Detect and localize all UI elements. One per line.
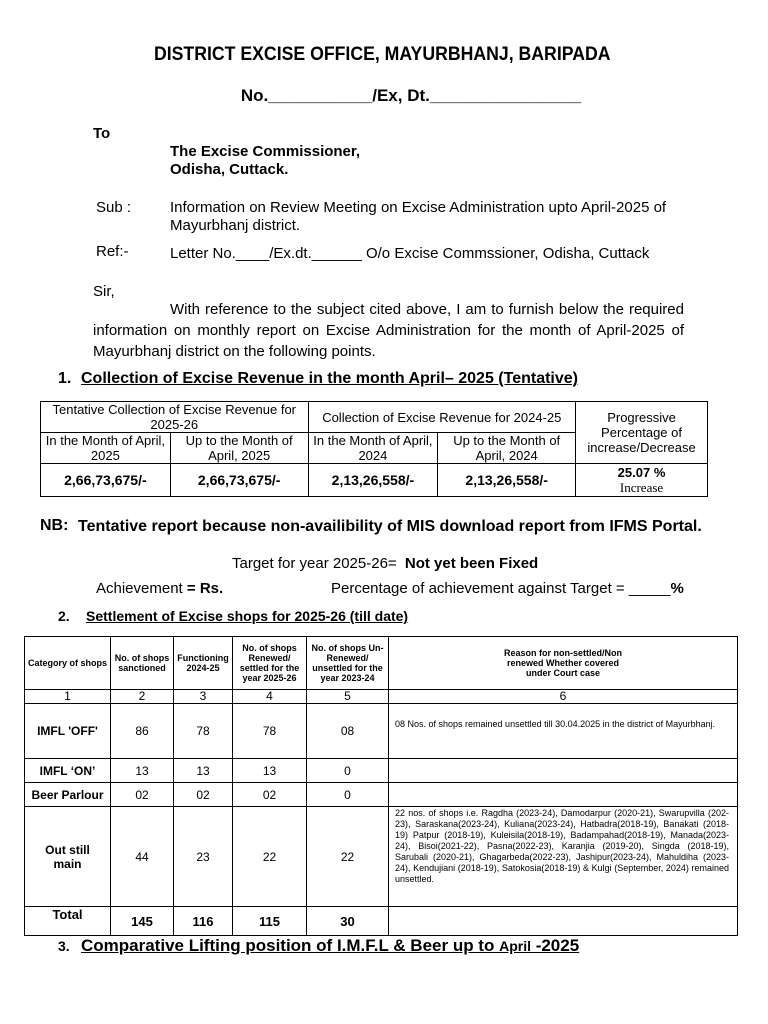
col-number: 2 bbox=[111, 690, 174, 704]
row-sanctioned: 02 bbox=[111, 783, 174, 807]
section-3-heading bbox=[81, 936, 579, 956]
value-upto-april-2025: 2,66,73,675/- bbox=[170, 464, 308, 497]
section-1-heading: Collection of Excise Revenue in the month April– 2025 (Tentative) bbox=[81, 370, 578, 387]
row-sanctioned: 86 bbox=[111, 704, 174, 759]
percentage-achievement-line bbox=[331, 580, 684, 597]
row-renewed: 22 bbox=[233, 807, 307, 907]
row-category: Out still main bbox=[25, 807, 111, 907]
col-number: 3 bbox=[174, 690, 233, 704]
revenue-collection-table bbox=[40, 401, 708, 497]
achievement-line bbox=[96, 580, 223, 597]
row-unrenewed: 08 bbox=[307, 704, 389, 759]
row-functioning: 02 bbox=[174, 783, 233, 807]
header-collection-2025-26: Tentative Collection of Excise Revenue for 2025-26 bbox=[41, 402, 309, 433]
row-reason: 08 Nos. of shops remained unsettled till 30.04.2025 in the district of Mayurbhanj. bbox=[389, 704, 738, 759]
row-unrenewed: 0 bbox=[307, 759, 389, 783]
letter-number-line: No.___________/Ex, Dt.________________ bbox=[240, 86, 582, 105]
subject-text: Information on Review Meeting on Excise Administration upto April-2025 of Mayurbhanj district. bbox=[170, 199, 667, 234]
achievement-value: = Rs. bbox=[186, 580, 224, 597]
percentage-sign: % bbox=[670, 580, 684, 597]
header-reason: Reason for non-settled/Non renewed Whether covered under Court case bbox=[389, 637, 738, 690]
header-functioning: Functioning 2024-25 bbox=[174, 637, 233, 690]
achievement-label: Achievement bbox=[96, 580, 183, 597]
target-value: Not yet been Fixed bbox=[404, 555, 539, 572]
header-upto-april-2025: Up to the Month of April, 2025 bbox=[170, 433, 308, 464]
row-functioning: 23 bbox=[174, 807, 233, 907]
header-renewed: No. of shops Renewed/ settled for the year 2025-26 bbox=[233, 637, 307, 690]
table-row bbox=[25, 807, 738, 907]
section-3-heading-part-1: Comparative Lifting position of I.M.F.L & Beer up to bbox=[81, 936, 500, 955]
col-number: 4 bbox=[233, 690, 307, 704]
target-label: Target for year 2025-26= bbox=[232, 555, 397, 572]
row-reason bbox=[389, 759, 738, 783]
row-sanctioned: 44 bbox=[111, 807, 174, 907]
addressee bbox=[170, 143, 360, 179]
row-category: IMFL ‘ON’ bbox=[25, 759, 111, 783]
percentage-note: Increase bbox=[619, 480, 664, 495]
total-renewed: 115 bbox=[233, 907, 307, 936]
total-sanctioned: 145 bbox=[111, 907, 174, 936]
reference-text: Letter No.____/Ex.dt.______ O/o Excise Commssioner, Odisha, Cuttack bbox=[170, 245, 650, 262]
row-functioning: 78 bbox=[174, 704, 233, 759]
value-upto-april-2024: 2,13,26,558/- bbox=[438, 464, 576, 497]
col-number: 1 bbox=[25, 690, 111, 704]
total-unrenewed: 30 bbox=[307, 907, 389, 936]
row-renewed: 78 bbox=[233, 704, 307, 759]
row-reason bbox=[389, 783, 738, 807]
section-1-number: 1. bbox=[58, 370, 72, 387]
table-row bbox=[25, 783, 738, 807]
total-functioning: 116 bbox=[174, 907, 233, 936]
row-sanctioned: 13 bbox=[111, 759, 174, 783]
value-month-april-2025: 2,66,73,675/- bbox=[41, 464, 171, 497]
header-sanctioned: No. of shops sanctioned bbox=[111, 637, 174, 690]
shop-settlement-table bbox=[24, 636, 738, 936]
section-3-number: 3. bbox=[58, 938, 70, 954]
row-functioning: 13 bbox=[174, 759, 233, 783]
row-reason: 22 nos. of shops i.e. Ragdha (2023-24), Damodarpur (2020-21), Swarupvilla (202-23), Saraskana(2023-24), Kuliana(2023-24), Hatbadra(2018-19), Banakati (2018-19) Patpur (2018-19), Kuleisila(2018-19), Badampahad(2018-19), Manada(2023-24), Bisoi(2021-22), Pasna(2022-23), Karanjia (2019-20), Singda (2018-19), Sarubali (2020-21), Ghagarbeda(2022-23), Jashipur(2023-24), Mahuldiha (2023-24), Kendujiani (2018-19), Satokosia(2018-19) & Kulgi (September, 2024) remained unsettled. bbox=[389, 807, 738, 907]
table-row bbox=[25, 704, 738, 759]
table-row bbox=[25, 759, 738, 783]
row-category: IMFL 'OFF' bbox=[25, 704, 111, 759]
row-unrenewed: 22 bbox=[307, 807, 389, 907]
row-unrenewed: 0 bbox=[307, 783, 389, 807]
subject-label: Sub : bbox=[96, 199, 132, 216]
office-title: DISTRICT EXCISE OFFICE, MAYURBHANJ, BARIPADA bbox=[153, 44, 611, 65]
section-3-heading-part-3: -2025 bbox=[530, 936, 580, 955]
percentage-label: Percentage of achievement against Target = _____ bbox=[331, 580, 671, 597]
header-progressive-percentage: Progressive Percentage of increase/Decrease bbox=[576, 402, 708, 464]
value-month-april-2024: 2,13,26,558/- bbox=[308, 464, 438, 497]
addressee-line-2: Odisha, Cuttack. bbox=[170, 161, 289, 178]
col-number: 5 bbox=[307, 690, 389, 704]
total-label: Total bbox=[25, 907, 111, 936]
section-2-heading: Settlement of Excise shops for 2025-26 (till date) bbox=[86, 608, 409, 624]
section-3-heading-part-2: April bbox=[499, 938, 531, 954]
row-renewed: 13 bbox=[233, 759, 307, 783]
percentage-value: 25.07 % bbox=[617, 465, 666, 480]
total-reason bbox=[389, 907, 738, 936]
header-collection-2024-25: Collection of Excise Revenue for 2024-25 bbox=[308, 402, 576, 433]
nb-label: NB: bbox=[40, 517, 69, 534]
row-category: Beer Parlour bbox=[25, 783, 111, 807]
row-renewed: 02 bbox=[233, 783, 307, 807]
nb-text: Tentative report because non-availibility of MIS download report from IFMS Portal. bbox=[78, 518, 702, 535]
addressee-line-1: The Excise Commissioner, bbox=[170, 143, 361, 160]
section-2-number: 2. bbox=[58, 608, 70, 624]
total-row bbox=[25, 907, 738, 936]
header-unrenewed: No. of shops Un-Renewed/ unsettled for the year 2023-24 bbox=[307, 637, 389, 690]
header-month-april-2024: In the Month of April, 2024 bbox=[308, 433, 438, 464]
header-category: Category of shops bbox=[25, 637, 111, 690]
target-line bbox=[232, 555, 538, 572]
reference-label: Ref:- bbox=[96, 243, 129, 260]
value-progressive-percentage bbox=[576, 464, 708, 497]
to-label: To bbox=[93, 125, 111, 142]
header-upto-april-2024: Up to the Month of April, 2024 bbox=[438, 433, 576, 464]
col-number: 6 bbox=[389, 690, 738, 704]
header-month-april-2025: In the Month of April, 2025 bbox=[41, 433, 171, 464]
intro-paragraph: With reference to the subject cited above, I am to furnish below the required information on monthly report on Excise Administration for the month of April-2025 of Mayurbhanj district on the following points. bbox=[93, 301, 684, 360]
salutation: Sir, bbox=[93, 283, 115, 300]
